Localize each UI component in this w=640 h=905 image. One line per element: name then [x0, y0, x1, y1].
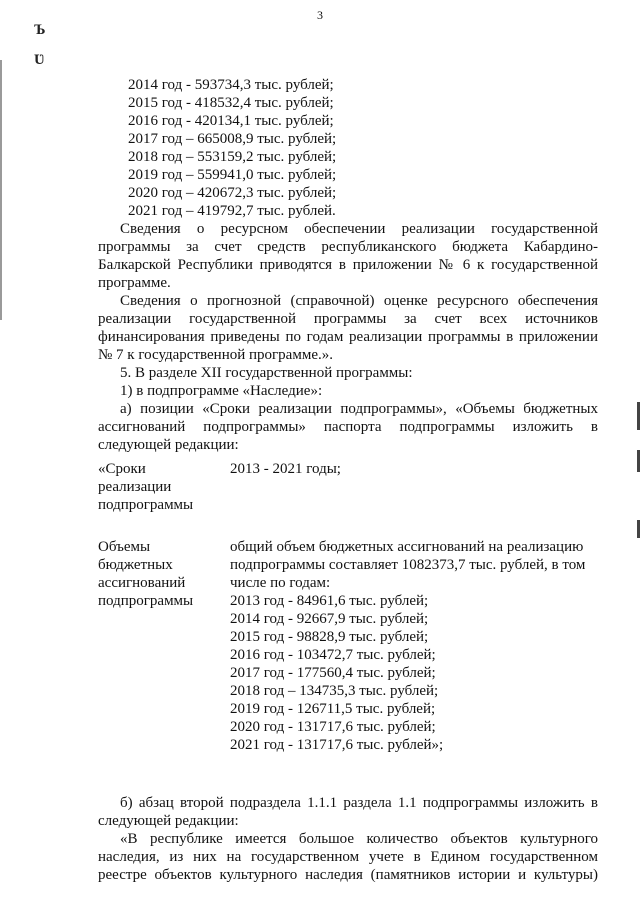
document-body [98, 76, 598, 884]
passport-row-term [98, 460, 598, 514]
list-item: 2020 год - 131717,6 тыс. рублей; [230, 719, 436, 735]
value-line: числе по годам: [230, 575, 331, 591]
list-item: 2018 год – 553159,2 тыс. рублей; [128, 149, 337, 165]
text-line: следующей редакции: [98, 813, 239, 829]
section-item-5: 5. В разделе XII государственной программы: [120, 365, 413, 381]
list-item: 2018 год – 134735,3 тыс. рублей; [230, 683, 439, 699]
list-item: 2021 год - 131717,6 тыс. рублей»; [230, 737, 444, 753]
text-line: реестре объектов культурного наследия (памятников истории и культуры) [98, 867, 598, 883]
value-line: общий объем бюджетных ассигнований на реализацию [230, 539, 584, 555]
quoted-paragraph [98, 830, 598, 884]
passport-label-volume [98, 538, 230, 754]
label-line: «Сроки [98, 461, 146, 477]
list-item: 2017 год - 177560,4 тыс. рублей; [230, 665, 436, 681]
list-item: 2014 год - 593734,3 тыс. рублей; [128, 77, 334, 93]
text-line: ассигнований подпрограммы» паспорта подпрограммы изложить в [98, 419, 598, 435]
value-line: 2013 - 2021 годы; [230, 461, 341, 477]
text-line: Балкарской Республики приводятся в приложении № 6 к государственной [98, 257, 598, 273]
passport-value-term [230, 460, 598, 514]
list-item: 2016 год - 420134,1 тыс. рублей; [128, 113, 334, 129]
item-b [98, 794, 598, 830]
text-line: следующей редакции: [98, 437, 239, 453]
page-number: 3 [317, 8, 323, 22]
list-item: 2021 год – 419792,7 тыс. рублей. [128, 203, 336, 219]
paragraph-forecast-estimate [98, 292, 598, 364]
text-line: программе. [98, 275, 171, 291]
label-line: подпрограммы [98, 593, 194, 609]
subitem-1: 1) в подпрограмме «Наследие»: [120, 383, 323, 399]
item-a [98, 400, 598, 454]
paragraph-resource-support [98, 220, 598, 292]
list-item: 2017 год – 665008,9 тыс. рублей; [128, 131, 337, 147]
text-line: «В республике имеется большое количество объектов культурного [120, 831, 598, 847]
spacer [98, 514, 598, 538]
label-line: реализации [98, 479, 172, 495]
label-line: подпрограммы [98, 497, 194, 513]
list-item: 2014 год - 92667,9 тыс. рублей; [230, 611, 429, 627]
list-item: 2020 год – 420672,3 тыс. рублей; [128, 185, 337, 201]
text-line: № 7 к государственной программе.». [98, 347, 333, 363]
spacer [98, 754, 598, 794]
list-item: 2016 год - 103472,7 тыс. рублей; [230, 647, 436, 663]
text-line: а) позиции «Сроки реализации подпрограммы», «Объемы бюджетных [120, 401, 598, 417]
list-item: 2019 год – 559941,0 тыс. рублей; [128, 167, 337, 183]
text-line: б) абзац второй подраздела 1.1.1 раздела 1.1 подпрограммы изложить в [120, 795, 598, 811]
text-line: Сведения о ресурсном обеспечении реализации государственной [120, 221, 598, 237]
margin-mark-top: Ъ [34, 22, 46, 38]
passport-value-volume [230, 538, 598, 754]
label-line: бюджетных [98, 557, 173, 573]
text-line: Сведения о прогнозной (справочной) оценке ресурсного обеспечения [120, 293, 598, 309]
list-item: 2015 год - 418532,4 тыс. рублей; [128, 95, 334, 111]
passport-row-volume [98, 538, 598, 754]
label-line: Объемы [98, 539, 151, 555]
value-line: подпрограммы составляет 1082373,7 тыс. рублей, в том [230, 557, 586, 573]
list-item: 2019 год - 126711,5 тыс. рублей; [230, 701, 436, 717]
label-line: ассигнований [98, 575, 186, 591]
list-item: 2013 год - 84961,6 тыс. рублей; [230, 593, 429, 609]
list-item: 2015 год - 98828,9 тыс. рублей; [230, 629, 429, 645]
left-edge-line [0, 60, 2, 320]
passport-table [98, 460, 598, 754]
text-line: финансирования приведены по годам реализации программы в приложении [98, 329, 598, 345]
margin-mark-bottom: Ʋ [34, 52, 44, 68]
text-line: реализации государственной программы за счет всех источников [98, 311, 598, 327]
passport-label-term [98, 460, 230, 514]
text-line: программы за счет средств республиканского бюджета Кабардино- [98, 239, 598, 255]
text-line: наследия, из них на государственном учете в Едином государственном [98, 849, 598, 865]
annual-funding-list [98, 76, 598, 220]
